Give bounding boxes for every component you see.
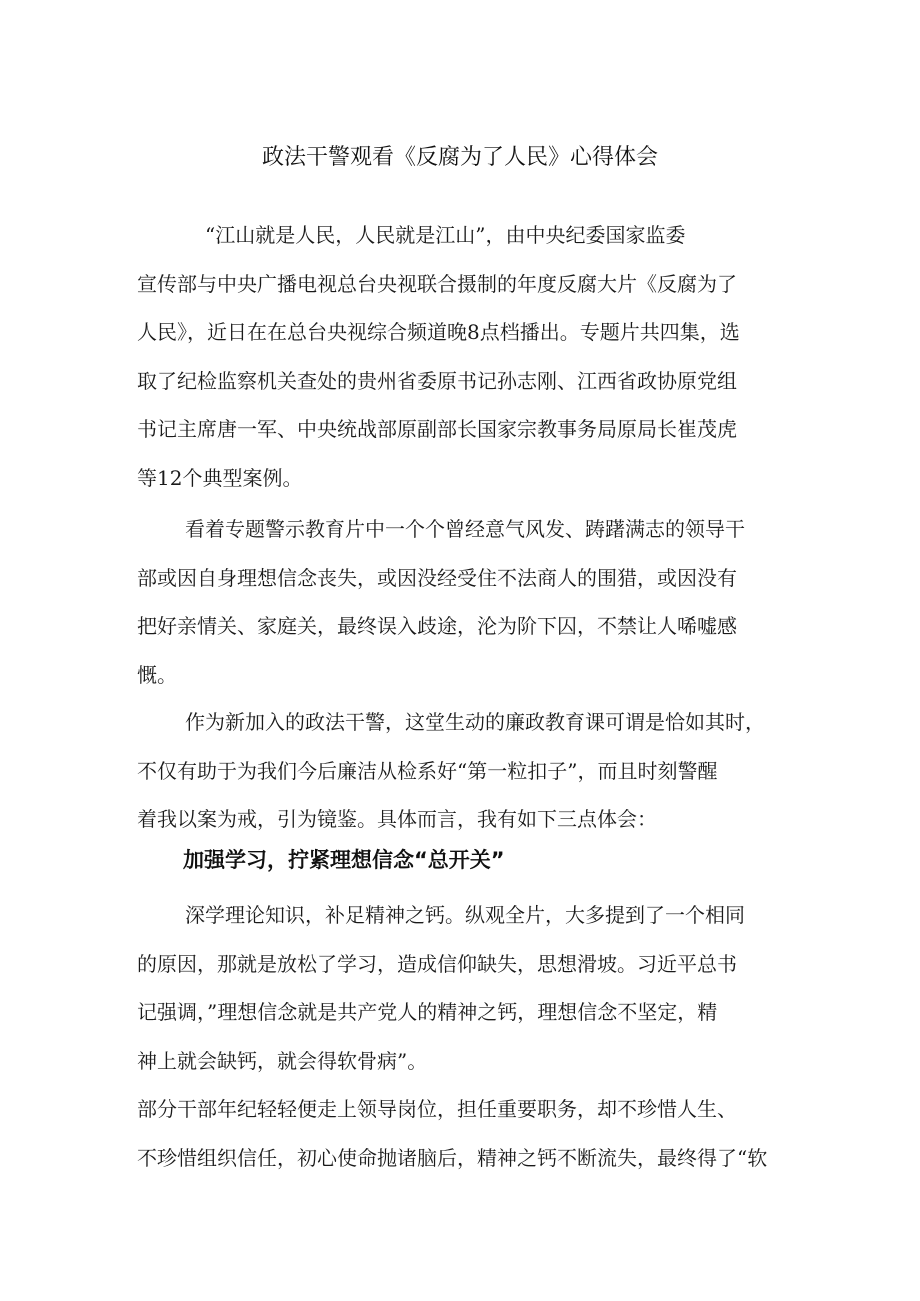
paragraph-cadres bbox=[137, 1085, 797, 1182]
paragraph-line: 的原因，那就是放松了学习，造成信仰缺失，思想滑坡。习近平总书 bbox=[137, 951, 737, 976]
paragraph-line: 书记主席唐一军、中央统战部原副部长国家宗教事务局原局长崔茂虎 bbox=[137, 417, 737, 441]
paragraph-line: 慨。 bbox=[137, 662, 177, 687]
paragraph-intro bbox=[137, 211, 797, 502]
paragraph-line: 取了纪检监察机关查处的贵州省委原书记孙志刚、江西省政协原党组 bbox=[137, 368, 737, 393]
paragraph-line: 着我以案为戒，引为镜鉴。具体而言，我有如下三点体会： bbox=[137, 807, 657, 831]
paragraph-line: 宣传部与中央广播电视总台央视联合摄制的年度反腐大片《反腐为了 bbox=[137, 271, 737, 296]
paragraph-line: 部或因自身理想信念丧失，或因没经受住不法商人的围猎，或因没有 bbox=[137, 565, 737, 590]
paragraph-line: 深学理论知识，补足精神之钙。纵观全片，大多提到了一个相同 bbox=[185, 903, 745, 927]
paragraph-reflection bbox=[137, 505, 797, 699]
paragraph-line: 等12个典型案例。 bbox=[137, 465, 303, 490]
paragraph-line: 把好亲情关、家庭关，最终误入歧途，沦为阶下囚，不禁让人唏嘘感 bbox=[137, 614, 737, 638]
paragraph-line: 人民》，近日在在总台央视综合频道晚8点档播出。专题片共四集，选 bbox=[137, 320, 740, 344]
paragraph-line: 不珍惜组织信任，初心使命抛诸脑后，精神之钙不断流失，最终得了“软 bbox=[137, 1145, 768, 1170]
paragraph-line: 看着专题警示教育片中一个个曾经意气风发、踌躇满志的领导干 bbox=[185, 517, 745, 541]
paragraph-line: 不仅有助于为我们今后廉洁从检系好“第一粒扣子”，而且时刻警醒 bbox=[137, 758, 718, 783]
paragraph-line: 作为新加入的政法干警，这堂生动的廉政教育课可谓是恰如其时， bbox=[185, 710, 765, 734]
paragraph-line: “江山就是人民，人民就是江山”，由中央纪委国家监委 bbox=[205, 223, 686, 247]
paragraph-line: 神上就会缺钙，就会得软骨病”。 bbox=[137, 1048, 428, 1073]
section-heading: 加强学习，拧紧理想信念“总开关” bbox=[183, 848, 505, 872]
paragraph-takeaways bbox=[137, 698, 797, 844]
paragraph-line: 记强调，”理想信念就是共产党人的精神之钙，理想信念不坚定，精 bbox=[137, 1000, 718, 1024]
paragraph-line: 部分干部年纪轻轻便走上领导岗位，担任重要职务，却不珍惜人生、 bbox=[137, 1097, 737, 1121]
paragraph-study bbox=[137, 891, 797, 1085]
document-title: 政法干警观看《反腐为了人民》心得体会 bbox=[261, 144, 658, 170]
